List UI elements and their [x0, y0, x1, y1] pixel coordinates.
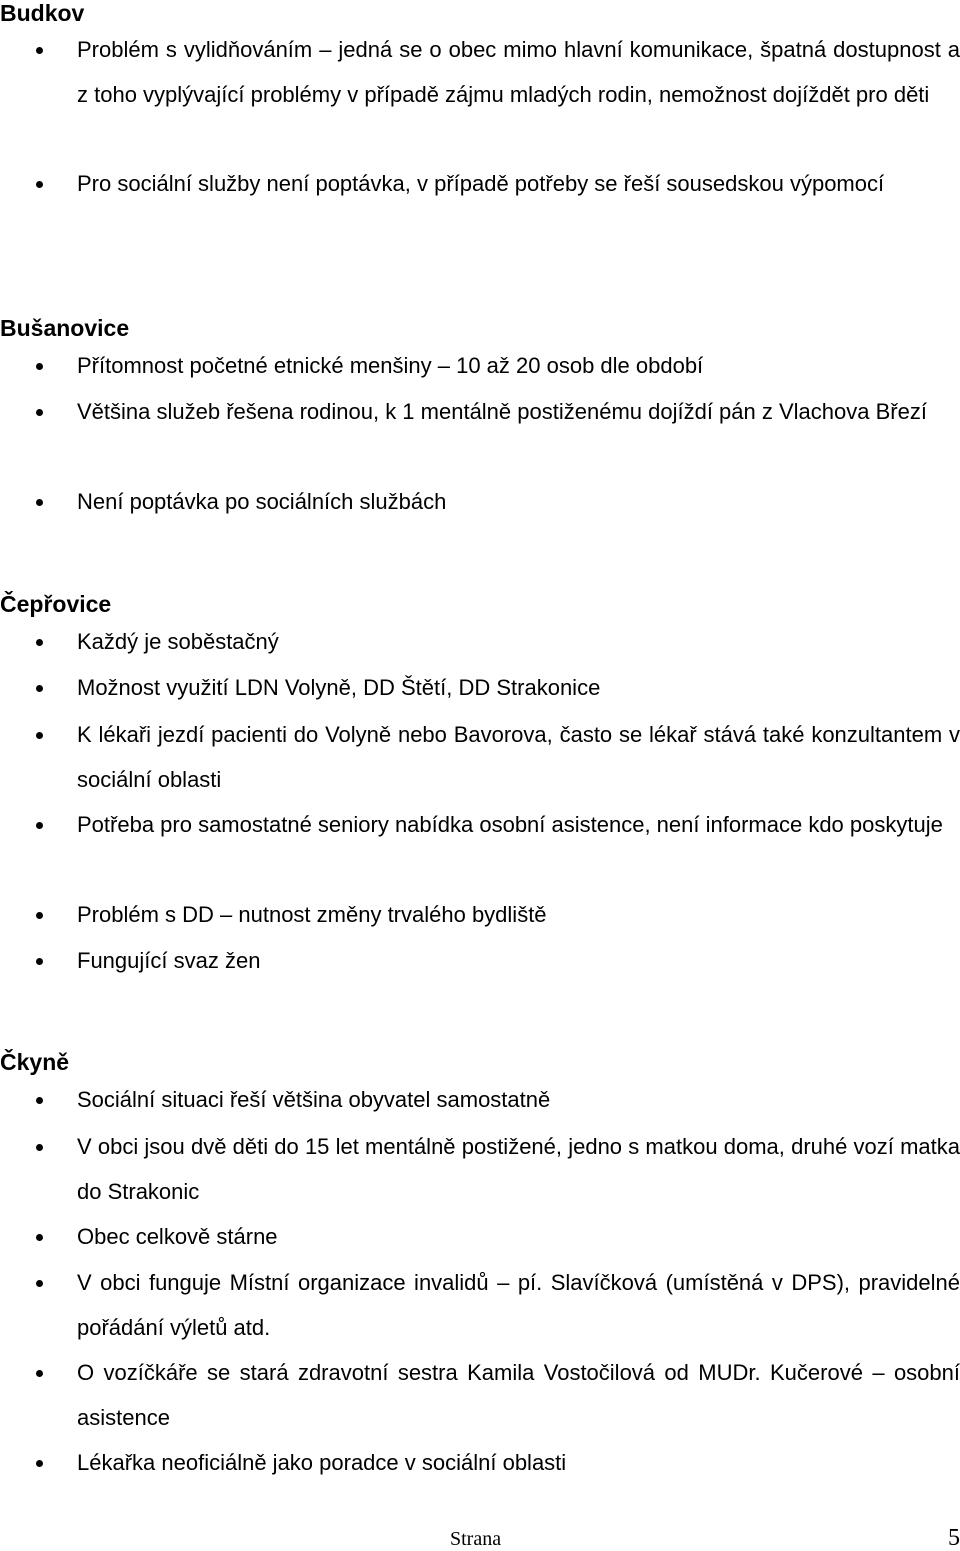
bullet-icon — [36, 822, 43, 829]
footer-page-number: 5 — [948, 1525, 960, 1551]
list-item-text: V obci jsou dvě děti do 15 let mentálně postižené, jedno s matkou doma, druhé vozí matka do Strakonic — [77, 1134, 960, 1204]
bullet-icon — [36, 912, 43, 919]
bullet-icon — [36, 1234, 43, 1241]
list-item-text: Lékařka neoficiálně jako poradce v sociální oblasti — [77, 1450, 567, 1475]
bullet-icon — [36, 1280, 43, 1287]
list-item-text: Možnost využití LDN Volyně, DD Štětí, DD Strakonice — [77, 675, 601, 700]
list-item-text: Není poptávka po sociálních službách — [77, 489, 447, 514]
list-item-text: V obci funguje Místní organizace invalidů – pí. Slavíčková (umístěná v DPS), pravidelné pořádání výletů atd. — [77, 1270, 960, 1340]
footer-page-label: Strana — [450, 1528, 502, 1550]
bullet-icon — [36, 732, 43, 739]
list-item-text: Fungující svaz žen — [77, 948, 261, 973]
bullet-icon — [36, 1097, 43, 1104]
section-heading-busanovice: Bušanovice — [0, 315, 130, 341]
list-item-text: Potřeba pro samostatné seniory nabídka osobní asistence, není informace kdo poskytuje — [77, 812, 943, 837]
bullet-icon — [36, 47, 43, 54]
bullet-icon — [36, 958, 43, 965]
bullet-icon — [36, 363, 43, 370]
section-heading-ceprovice: Čepřovice — [0, 591, 112, 617]
list-item-text: Problém s DD – nutnost změny trvalého bydliště — [77, 902, 547, 927]
section-heading-ckyne: Čkyně — [0, 1049, 70, 1075]
list-item-text: Problém s vylidňováním – jedná se o obec mimo hlavní komunikace, špatná dostupnost a z toho vyplývající problémy v případě zájmu mladých rodin, nemožnost dojíždět pro děti — [77, 37, 960, 107]
bullet-icon — [36, 685, 43, 692]
list-item-text: K lékaři jezdí pacienti do Volyně nebo Bavorova, často se lékař stává také konzultantem v sociální oblasti — [77, 722, 960, 792]
list-item-text: Sociální situaci řeší většina obyvatel samostatně — [77, 1087, 551, 1112]
bullet-icon — [36, 1370, 43, 1377]
section-heading-budkov: Budkov — [0, 0, 85, 26]
bullet-icon — [36, 499, 43, 506]
list-item-text: Obec celkově stárne — [77, 1224, 278, 1249]
bullet-icon — [36, 1144, 43, 1151]
list-item-text: Přítomnost početné etnické menšiny – 10 až 20 osob dle období — [77, 353, 704, 378]
bullet-icon — [36, 639, 43, 646]
bullet-icon — [36, 1460, 43, 1467]
bullet-icon — [36, 409, 43, 416]
bullet-icon — [36, 181, 43, 188]
list-item-text: O vozíčkáře se stará zdravotní sestra Kamila Vostočilová od MUDr. Kučerové – osobní asistence — [77, 1360, 960, 1430]
list-item-text: Většina služeb řešena rodinou, k 1 mentálně postiženému dojíždí pán z Vlachova Březí — [77, 399, 927, 424]
list-item-text: Pro sociální služby není poptávka, v případě potřeby se řeší sousedskou výpomocí — [77, 171, 885, 196]
list-item-text: Každý je soběstačný — [77, 629, 279, 654]
